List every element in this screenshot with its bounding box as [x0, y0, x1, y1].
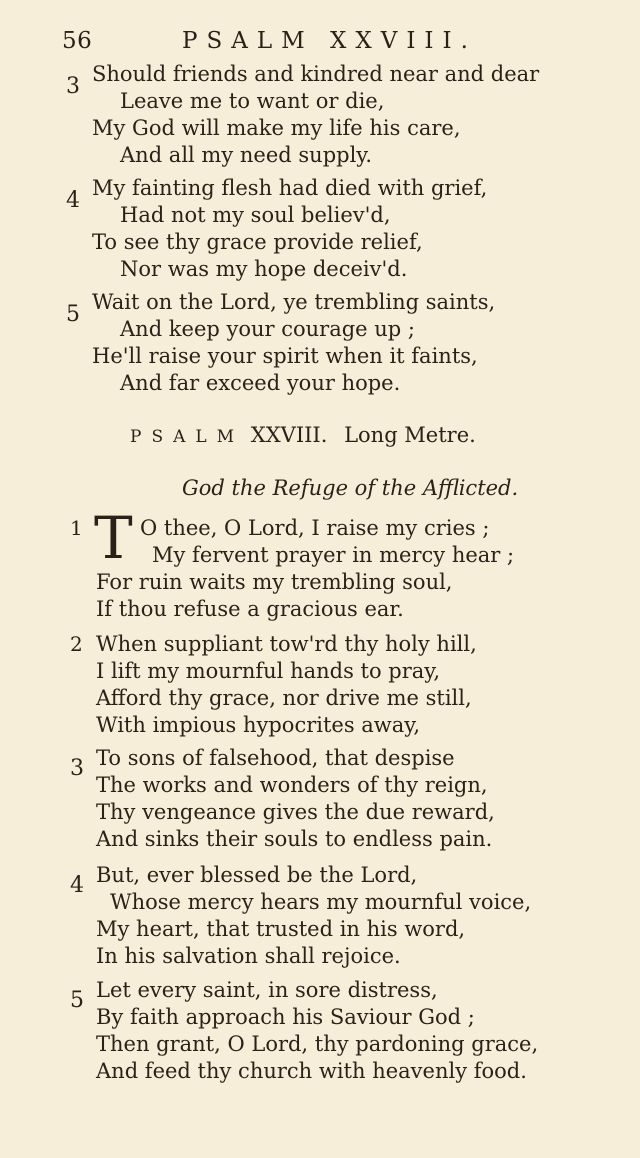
stanza-number: 1 — [70, 516, 83, 540]
verse-line: To sons of falsehood, that despise — [96, 746, 455, 770]
verse-line: When suppliant tow'rd thy holy hill, — [96, 632, 477, 656]
verse-line: If thou refuse a gracious ear. — [96, 597, 404, 621]
stanza-number: 3 — [66, 74, 80, 99]
verse-line: And sinks their souls to endless pain. — [96, 827, 493, 851]
verse-line: Should friends and kindred near and dear — [92, 62, 540, 86]
verse-line: With impious hypocrites away, — [96, 713, 421, 737]
verse-line: My fervent prayer in mercy hear ; — [152, 543, 515, 567]
page-number: 56 — [62, 28, 93, 54]
verse-line: Nor was my hope deceiv'd. — [120, 257, 408, 281]
stanza-number: 2 — [70, 632, 83, 656]
verse-line: Had not my soul believ'd, — [120, 203, 391, 227]
verse-line: My fainting flesh had died with grief, — [92, 176, 488, 200]
section-subtitle: God the Refuge of the Afflicted. — [182, 476, 519, 500]
verse-line: My God will make my life his care, — [92, 116, 461, 140]
stanza-number: 5 — [66, 302, 80, 327]
stanza-number: 3 — [70, 756, 84, 781]
verse-line: Let every saint, in sore distress, — [96, 978, 438, 1002]
verse-line: O thee, O Lord, I raise my cries ; — [140, 516, 490, 540]
verse-line: And feed thy church with heavenly food. — [96, 1059, 527, 1083]
verse-line: Leave me to want or die, — [120, 89, 385, 113]
verse-line: Afford thy grace, nor drive me still, — [96, 686, 472, 710]
verse-line: Wait on the Lord, ye trembling saints, — [92, 290, 496, 314]
verse-line: He'll raise your spirit when it faints, — [92, 344, 478, 368]
verse-line: But, ever blessed be the Lord, — [96, 863, 418, 887]
section-psalm-word: PSALM — [130, 427, 245, 447]
stanza-number: 4 — [70, 873, 84, 898]
running-title: PSALM XXVIII. — [182, 28, 477, 54]
verse-line: My heart, that trusted in his word, — [96, 917, 466, 941]
verse-line: I lift my mournful hands to pray, — [96, 659, 441, 683]
verse-line: Thy vengeance gives the due reward, — [96, 800, 495, 824]
verse-line: Whose mercy hears my mournful voice, — [110, 890, 532, 914]
verse-line: Then grant, O Lord, thy pardoning grace, — [96, 1032, 539, 1056]
verse-line: For ruin waits my trembling soul, — [96, 570, 453, 594]
stanza-number: 5 — [70, 988, 84, 1013]
verse-line: And far exceed your hope. — [120, 371, 401, 395]
verse-line: The works and wonders of thy reign, — [96, 773, 488, 797]
stanza-number: 4 — [66, 188, 80, 213]
verse-line: In his salvation shall rejoice. — [96, 944, 401, 968]
section-heading — [130, 423, 476, 447]
section-metre: Long Metre. — [344, 423, 476, 447]
verse-line: By faith approach his Saviour God ; — [96, 1005, 475, 1029]
verse-line: And keep your courage up ; — [120, 317, 416, 341]
verse-line: To see thy grace provide relief, — [92, 230, 423, 254]
drop-cap: T — [94, 504, 133, 572]
verse-line: And all my need supply. — [120, 143, 373, 167]
section-numeral: XXVIII. — [250, 423, 328, 447]
